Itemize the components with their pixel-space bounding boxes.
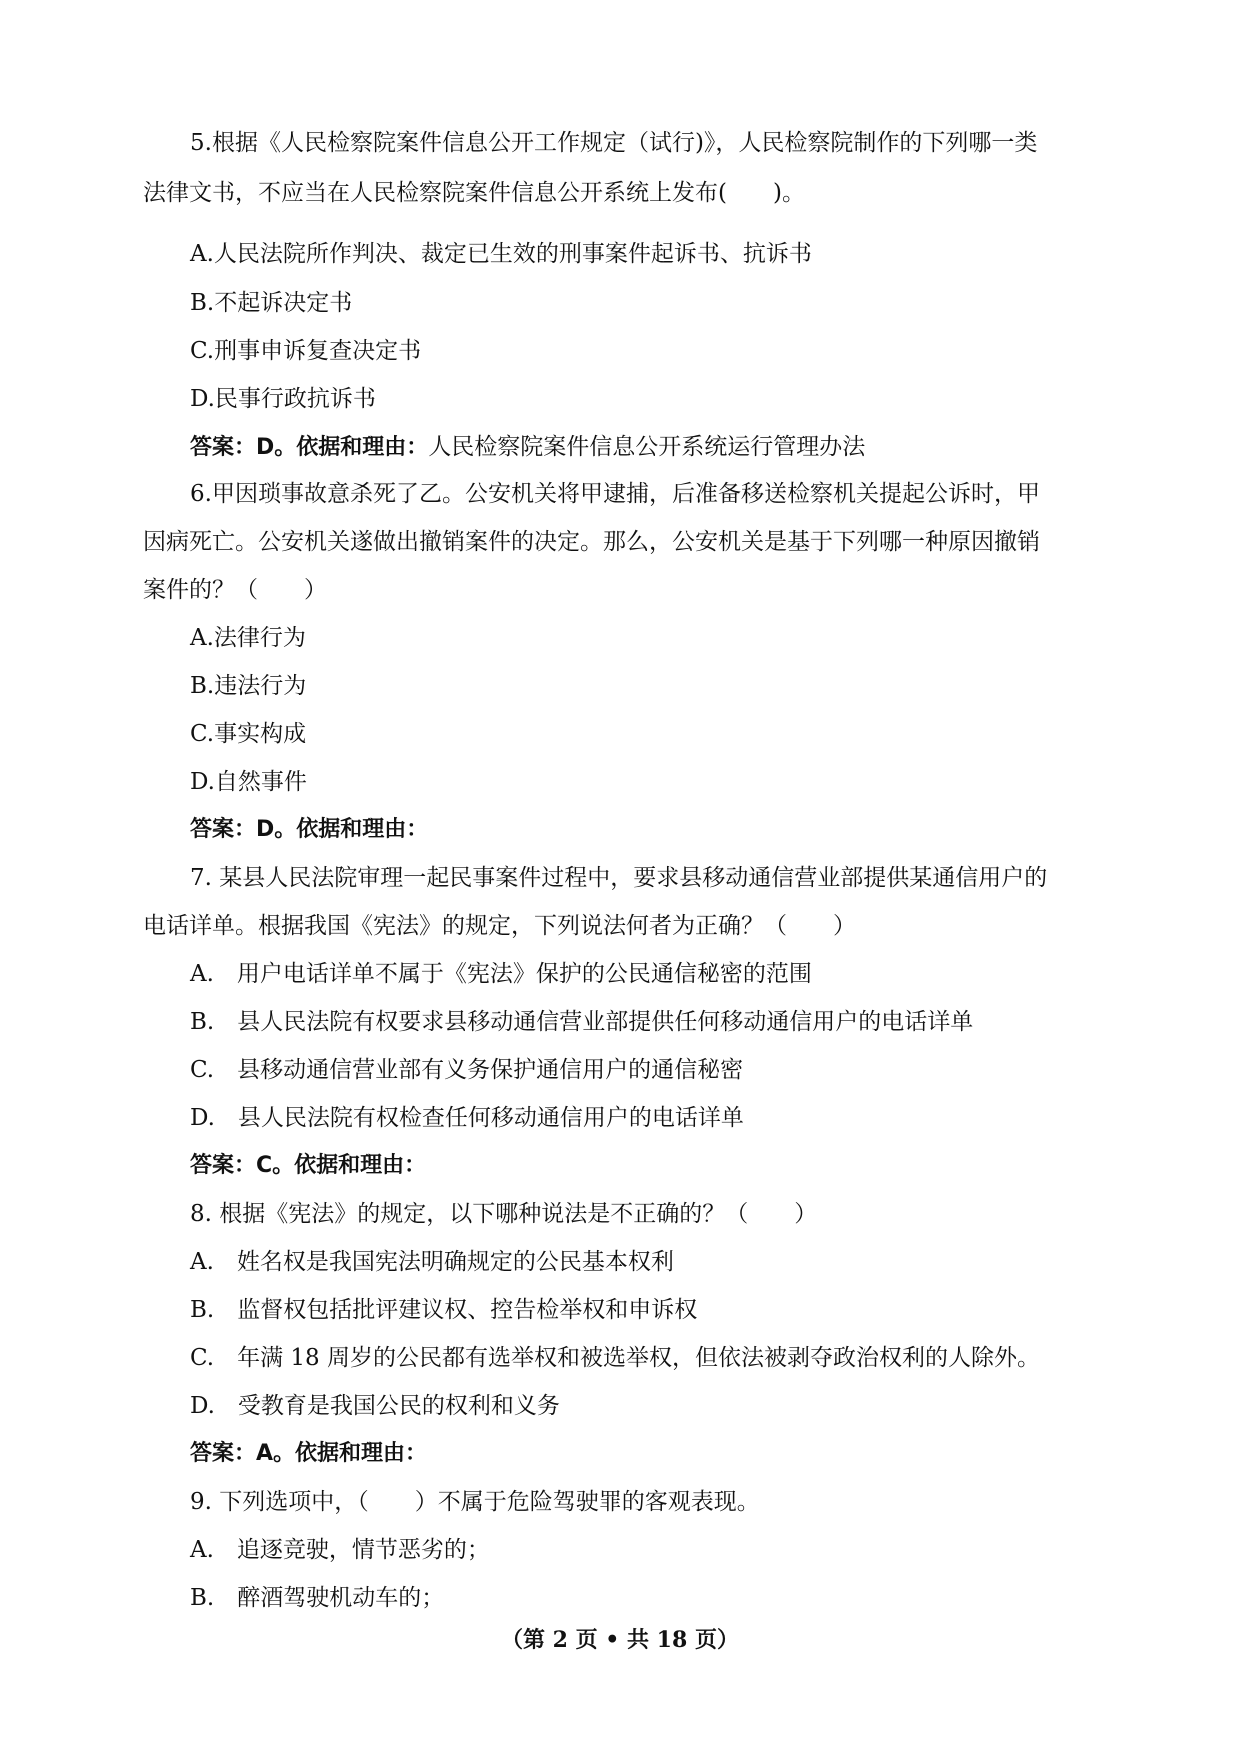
q8-option-d: D. 受教育是我国公民的权利和义务 bbox=[190, 1393, 560, 1419]
q7-option-b: B. 县人民法院有权要求县移动通信营业部提供任何移动通信用户的电话详单 bbox=[190, 1009, 974, 1035]
q5-option-c: C.刑事申诉复查决定书 bbox=[190, 338, 422, 364]
q7-option-c: C. 县移动通信营业部有义务保护通信用户的通信秘密 bbox=[190, 1057, 744, 1083]
q6-option-c: C.事实构成 bbox=[190, 721, 307, 747]
q7-option-d: D. 县人民法院有权检查任何移动通信用户的电话详单 bbox=[190, 1105, 744, 1131]
page-footer: （第 2 页 • 共 18 页） bbox=[501, 1627, 739, 1653]
q5-stem-line1: 5.根据《人民检察院案件信息公开工作规定（试行)》，人民检察院制作的下列哪一类 bbox=[190, 130, 1038, 156]
q5-answer-label: 答案：D。依据和理由： bbox=[190, 435, 429, 460]
q6-option-a: A.法律行为 bbox=[190, 625, 306, 651]
q9-option-b: B. 醉酒驾驶机动车的； bbox=[190, 1585, 445, 1611]
q7-answer: 答案：C。依据和理由： bbox=[190, 1153, 427, 1178]
q8-option-a: A. 姓名权是我国宪法明确规定的公民基本权利 bbox=[190, 1249, 674, 1275]
q8-stem-line1: 8. 根据《宪法》的规定，以下哪种说法是不正确的？（ ） bbox=[190, 1201, 818, 1227]
q6-stem-line3: 案件的？（ ） bbox=[143, 577, 327, 603]
q9-stem-line1: 9. 下列选项中，（ ）不属于危险驾驶罪的客观表现。 bbox=[190, 1489, 760, 1515]
q8-option-c: C. 年满 18 周岁的公民都有选举权和被选举权，但依法被剥夺政治权利的人除外。 bbox=[190, 1345, 1040, 1371]
q7-option-a: A. 用户电话详单不属于《宪法》保护的公民通信秘密的范围 bbox=[190, 961, 812, 987]
q7-stem-line1: 7. 某县人民法院审理一起民事案件过程中，要求县移动通信营业部提供某通信用户的 bbox=[190, 865, 1048, 891]
q5-answer bbox=[190, 432, 865, 463]
q9-option-a: A. 追逐竞驶，情节恶劣的； bbox=[190, 1537, 490, 1563]
q8-answer: 答案：A。依据和理由： bbox=[190, 1441, 428, 1466]
q5-option-a: A.人民法院所作判决、裁定已生效的刑事案件起诉书、抗诉书 bbox=[190, 241, 812, 267]
q8-option-b: B. 监督权包括批评建议权、控告检举权和申诉权 bbox=[190, 1297, 698, 1323]
q5-option-d: D.民事行政抗诉书 bbox=[190, 386, 376, 412]
q5-option-b: B.不起诉决定书 bbox=[190, 290, 353, 316]
q6-option-d: D.自然事件 bbox=[190, 769, 307, 795]
q7-stem-line2: 电话详单。根据我国《宪法》的规定，下列说法何者为正确？（ ） bbox=[143, 913, 856, 939]
q5-answer-reason: 人民检察院案件信息公开系统运行管理办法 bbox=[428, 434, 866, 460]
q6-answer: 答案：D。依据和理由： bbox=[190, 817, 429, 842]
q6-option-b: B.违法行为 bbox=[190, 673, 307, 699]
q6-stem-line2: 因病死亡。公安机关遂做出撤销案件的决定。那么，公安机关是基于下列哪一种原因撤销 bbox=[143, 529, 1040, 555]
q6-stem-line1: 6.甲因琐事故意杀死了乙。公安机关将甲逮捕，后准备移送检察机关提起公诉时，甲 bbox=[190, 481, 1040, 507]
q5-stem-line2: 法律文书，不应当在人民检察院案件信息公开系统上发布( )。 bbox=[143, 180, 805, 206]
